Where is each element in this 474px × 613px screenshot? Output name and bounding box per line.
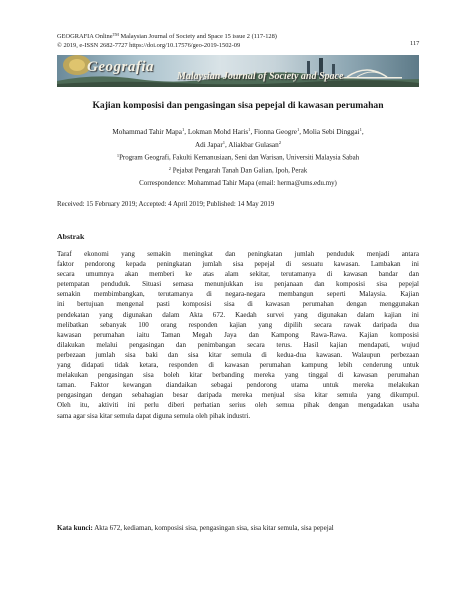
- keywords-label: Kata kunci:: [57, 524, 93, 532]
- journal-header: [57, 31, 419, 50]
- abstract-line: faktor pendorong kepada peningkatan jumlah sisa pepejal di sesuatu kawasan. Lambakan ini: [57, 260, 419, 269]
- abstract-line: kawasan perumahan iaitu Taman Megah Jaya dan Kampong Rawa-Rawa. Kajian komposisi: [57, 330, 419, 339]
- correspondence: Correspondence: Mohammad Tahir Mapa (email: herma@ums.edu.my): [139, 180, 337, 187]
- abstract-line: ini bertujuan mengenal pasti komposisi sisa di kawasan perumahan dengan menggunakan: [57, 300, 419, 309]
- author: Aliakbar Gulasan$^2$: [228, 139, 282, 149]
- abstract-line: dilakukan melalui pengasingan dan penimbangan secara terus. Hasil kajian mendapati, wujud: [57, 340, 419, 349]
- publication-dates: Received: 15 February 2019; Accepted: 4 April 2019; Published: 14 May 2019: [57, 201, 275, 208]
- affiliation-1: $^1$Program Geografi, Fakulti Kemanusiaan, Seni dan Warisan, Universiti Malaysia Sabah: [116, 153, 360, 162]
- author: Molia Sebi Dinggai$^1$,: [302, 127, 364, 136]
- abstract-line: secara umumnya akan memberi ke atas alam sekitar, terutamanya di kawasan bandar dan: [57, 270, 419, 279]
- page-number: 117: [410, 40, 420, 47]
- abstract-line: semakin membimbangkan, terutamanya di negara-negara membangun seperti Malaysia. Kajian: [57, 290, 419, 299]
- affiliations: [57, 151, 419, 176]
- banner-brand: Geografia: [87, 59, 154, 75]
- header-line-2: © 2019, e-ISSN 2682-7727 https://doi.org/10.17576/geo-2019-1502-09: [57, 41, 241, 49]
- abstract-line: perbezaan jumlah sisa baki dan sisa kitar semula di kedua-dua kawasan. Walaupun perbezaan: [57, 350, 419, 359]
- article-title: Kajian komposisi dan pengasingan sisa pepejal di kawasan perumahan: [92, 100, 384, 111]
- keywords-text: Akta 672, kediaman, komposisi sisa, pengasingan sisa, sisa kitar semula, sisa pepejal: [92, 524, 334, 532]
- author: Adi Japar$^1$,: [194, 139, 229, 149]
- abstract-line: melibatkan sebanyak 100 orang responden kajian yang dipilih secara rawak daripada dua: [57, 320, 419, 329]
- abstract-line: yang didapati tidak ketara, responden di kawasan perumahan kampung lebih cenderung untuk: [57, 361, 419, 370]
- abstract-line: Taraf ekonomi yang semakin meningkat dan peningkatan jumlah penduduk menjadi antara: [57, 250, 419, 258]
- abstract-line: pendekatan yang digunakan dalam Akta 672. Kaedah survei yang digunakan dalam kajian ini: [57, 310, 419, 319]
- affiliation-2: $^2$ Pejabat Pengarah Tanah Dan Galian, Ipoh, Perak: [168, 165, 308, 174]
- keywords: [57, 523, 419, 533]
- abstract-line: petempatan penduduk. Situasi semasa menunjukkan isu penjanaan dan komposisi sisa pepejal: [57, 280, 419, 289]
- author: Fionna Geogre$^1$,: [254, 127, 303, 136]
- author: Lokman Mohd Haris$^1$,: [187, 127, 255, 136]
- abstract-line: taman. Faktor kewangan diandaikan sebagai pendorong utama untuk mereka melakukan: [57, 381, 419, 390]
- header-line-1: GEOGRAFIA Online™ Malaysian Journal of Society and Space 15 issue 2 (117-128): [57, 32, 277, 40]
- journal-banner: [57, 55, 419, 87]
- abstract-line: sama agar sisa kitar semula dapat diguna semula oleh pihak industri.: [57, 411, 251, 420]
- banner-journal-name: Malaysian Journal of Society and Space: [177, 71, 344, 82]
- abstract-line: Oleh itu, aktiviti ini perlu diberi perhatian serius oleh semua pihak dengan mengadakan usaha: [57, 401, 419, 410]
- author: Mohammad Tahir Mapa$^1$,: [112, 127, 188, 136]
- abstract-heading: Abstrak: [57, 232, 85, 241]
- abstract-body: [57, 249, 419, 421]
- author-list: [57, 125, 419, 150]
- abstract-line: melakukan pengasingan sisa boleh kitar berbanding mereka yang tinggal di kawasan perumahan: [57, 371, 419, 380]
- abstract-line: pengasingan dengan sebahagian besar daripada mereka menjual sisa kitar semula yang dikumpul.: [57, 391, 419, 400]
